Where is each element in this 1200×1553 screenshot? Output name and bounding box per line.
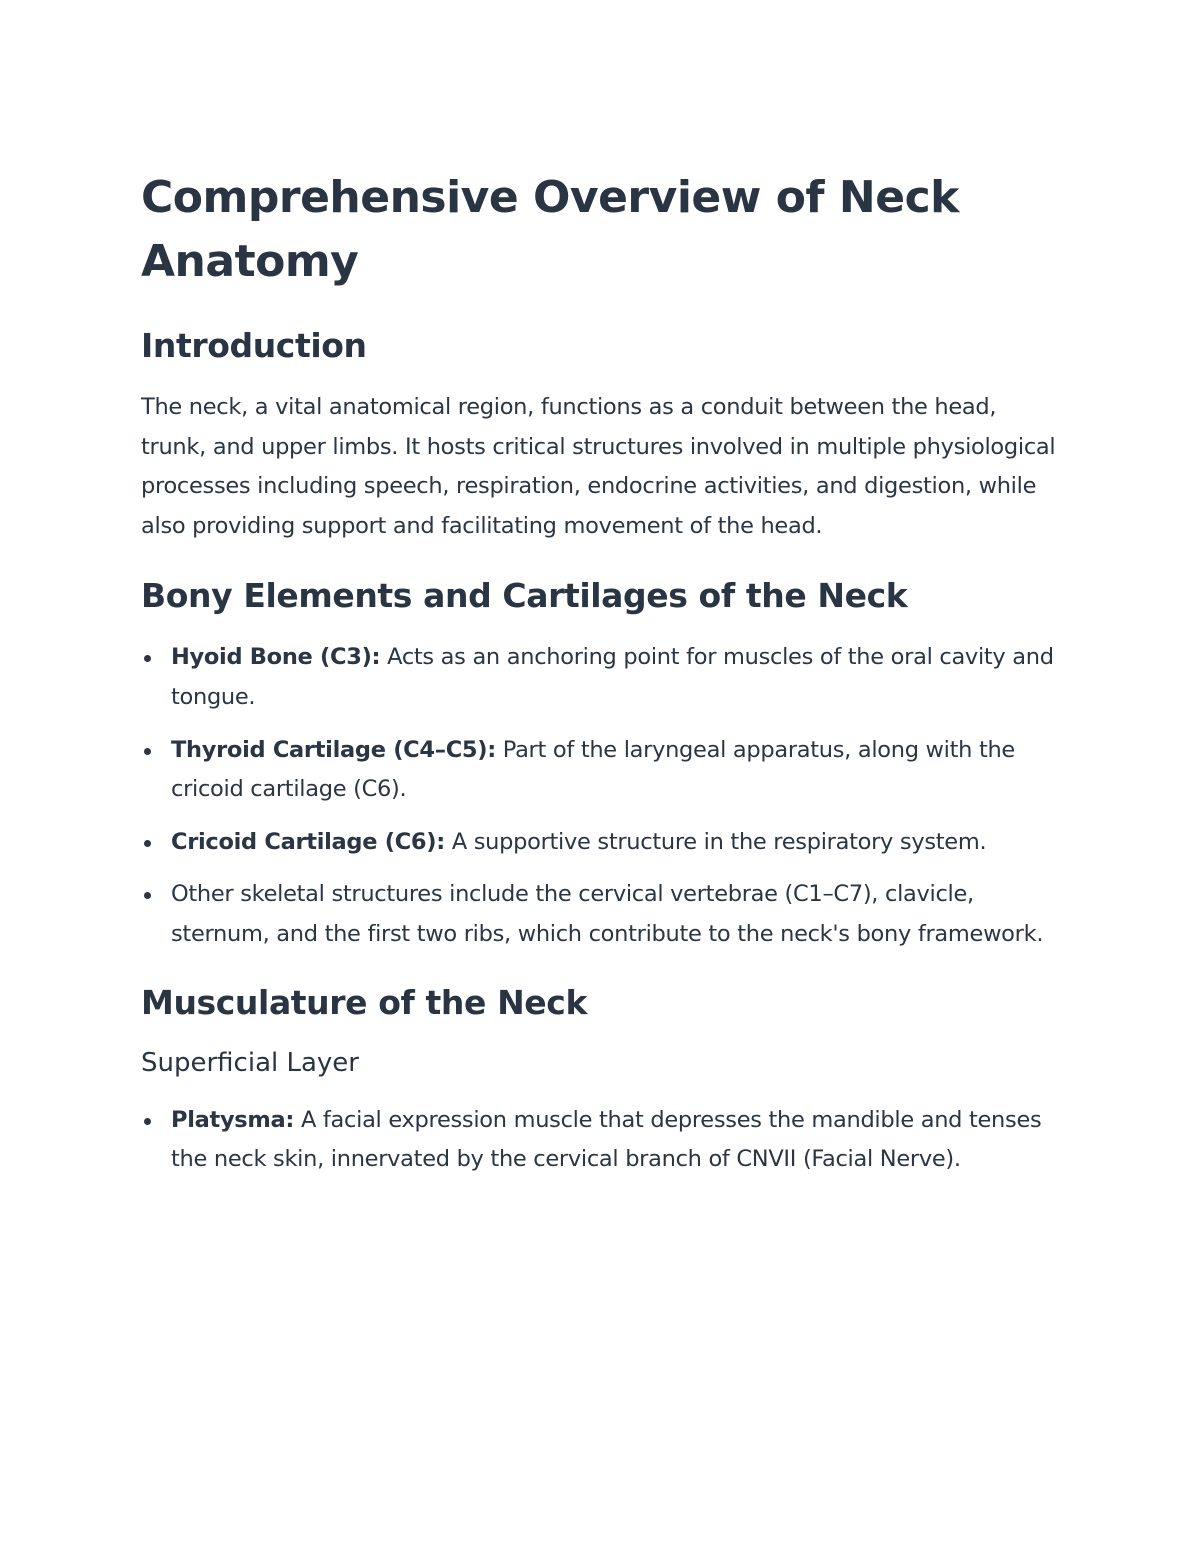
bony-elements-list — [141, 638, 1066, 954]
bullet-icon — [144, 892, 151, 899]
list-item — [141, 875, 1066, 954]
document-page — [141, 166, 1066, 1206]
section-heading-bony-elements: Bony Elements and Cartilages of the Neck — [141, 576, 908, 616]
list-item — [141, 731, 1066, 810]
superficial-muscles-list — [141, 1101, 1066, 1180]
list-item-term: Platysma: — [171, 1106, 295, 1133]
introduction-paragraph: The neck, a vital anatomical region, functions as a conduit between the head, trunk, and upper limbs. It hosts critical structures involved in multiple physiological processes including speech, respiration, endocrine activities, and digestion, while also providing support and facilitating movement of the head. — [141, 394, 1056, 539]
list-item-term: Cricoid Cartilage (C6): — [171, 828, 445, 855]
bullet-icon — [144, 1118, 151, 1125]
bullet-icon — [144, 748, 151, 755]
list-item-text: A supportive structure in the respiratory system. — [444, 828, 987, 855]
section-heading-introduction: Introduction — [141, 326, 367, 365]
subsection-heading-superficial: Superficial Layer — [141, 1047, 359, 1078]
section-heading-musculature: Musculature of the Neck — [141, 982, 587, 1022]
list-item-text: Part of the laryngeal apparatus, along with the cricoid cartilage (C6). — [171, 736, 1015, 803]
list-item-text: Acts as an anchoring point for muscles of the oral cavity and tongue. — [171, 644, 1054, 710]
list-item-text: Other skeletal structures include the cervical vertebrae (C1–C7), clavicle, sternum, and the first two ribs, which contribute to the neck's bony framework. — [171, 881, 1044, 947]
bullet-icon — [144, 840, 151, 847]
list-item — [141, 638, 1066, 717]
list-item-text: A facial expression muscle that depresses the mandible and tenses the neck skin, innervated by the cervical branch of CNVII (Facial Nerve). — [171, 1106, 1042, 1173]
list-item-term: Hyoid Bone (C3): — [171, 644, 381, 671]
list-item — [141, 1101, 1066, 1180]
list-item — [141, 823, 1066, 863]
document-title: Comprehensive Overview of Neck Anatomy — [141, 172, 959, 287]
bullet-icon — [144, 655, 151, 662]
list-item-term: Thyroid Cartilage (C4–C5): — [171, 736, 496, 763]
